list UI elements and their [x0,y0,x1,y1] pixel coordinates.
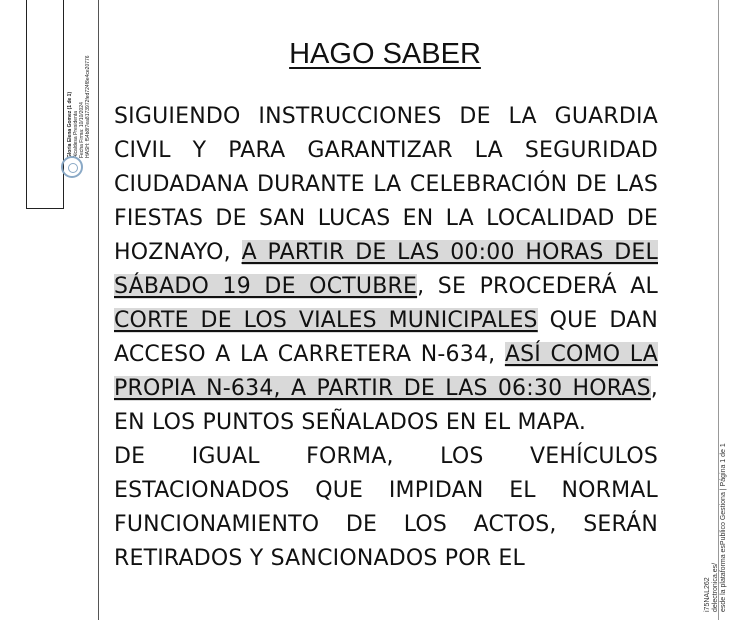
margin-line-left [98,0,99,620]
document-title: HAGO SABER [289,38,481,70]
paragraph-vehicles: DE IGUAL FORMA, LOS VEHÍCULOS ESTACIONADOS QUE IMPIDAN EL NORMAL FUNCIONAMIENTO DE LOS ACTOS, SERÁN RETIRADOS Y SANCIONADOS POR EL [114,444,658,571]
highlight-start-time: A PARTIR DE LAS 00:00 HORAS DEL SÁBADO 19 DE OCTUBRE [114,240,658,299]
text-run: , SE PROCEDERÁ AL [417,274,658,299]
signature-text [67,8,91,158]
text-run: QUE DAN ACCESO A LA CARRETERA N-634, [114,308,658,367]
text-run: , EN LOS PUNTOS SEÑALADOS EN EL MAPA. [114,376,658,435]
signature-line: Fecha Firma: 10/10/2024 [79,102,85,158]
highlight-n634-time: ASÍ COMO LA PROPIA N-634, A PARTIR DE LAS 06:30 HORAS [114,342,658,401]
verification-note [704,443,728,612]
highlight-road-closure: CORTE DE LOS VIALES MUNICIPALES [114,308,538,333]
paragraph-announcement [114,100,658,440]
signature-line: Gloria Elena Gomez (1 de 1) [67,91,73,158]
text-run: SIGUIENDO INSTRUCCIONES DE LA GUARDIA CIVIL Y PARA GARANTIZAR LA SEGURIDAD CIUDADANA DURANTE LA CELEBRACIÓN DE LAS FIESTAS DE SAN LUCAS EN LA LOCALIDAD DE HOZNAYO, [114,104,658,265]
verification-line: i75NAL262 [704,577,711,612]
official-seal-icon [61,156,83,178]
verification-line: delectronica.es/ [712,562,719,612]
document-body [114,100,658,576]
verification-line: esde la plataforma esPublico Gestiona | Página 1 de 1 [720,443,727,612]
signature-line: Alcaldesa Presidenta [73,111,79,158]
signature-line: HASH: f54b8f7ea8173972fed724f8e4ce20776 [85,55,91,158]
signature-stamp [26,0,91,209]
